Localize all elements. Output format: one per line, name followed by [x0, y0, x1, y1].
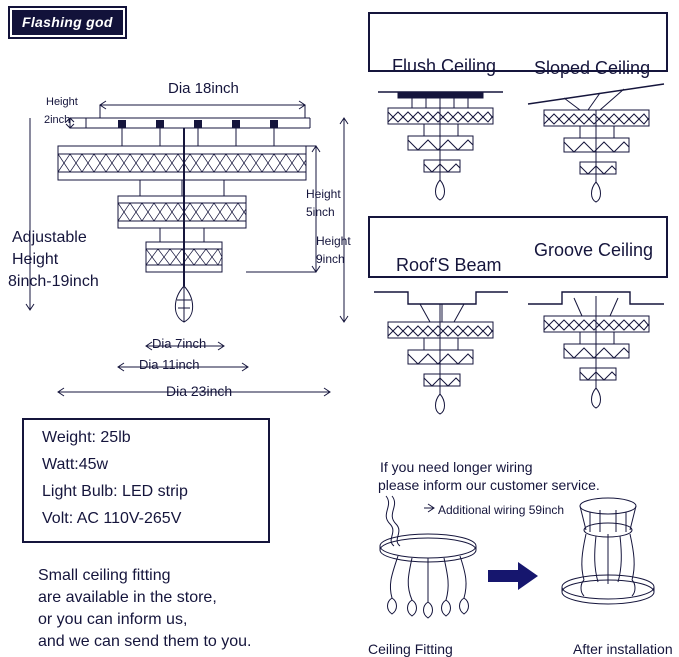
- note-line-2: are available in the store,: [38, 589, 217, 606]
- note-line-3: or you can inform us,: [38, 611, 188, 628]
- label-height-9-title: Height: [316, 234, 351, 248]
- caption-ceiling-fitting: Ceiling Fitting: [368, 641, 453, 657]
- label-height-5-value: 5inch: [306, 205, 335, 219]
- store-note: [38, 565, 251, 653]
- wiring-diagram: [368, 488, 668, 638]
- label-flush-ceiling: Flush Ceiling: [392, 56, 497, 76]
- label-dia-11: Dia 11inch: [139, 357, 200, 372]
- label-sloped-ceiling: Sloped Ceiling: [534, 58, 651, 78]
- brand-badge: Flashing god: [10, 8, 125, 37]
- label-groove-ceiling: Groove Ceiling: [534, 240, 654, 260]
- caption-after-installation: After installation: [573, 641, 673, 657]
- label-height-2-value: 2inch: [44, 114, 71, 126]
- label-height-5-title: Height: [306, 187, 341, 201]
- label-adjustable-height: Height: [12, 251, 59, 268]
- wiring-note-line-1: If you need longer wiring: [380, 459, 533, 475]
- label-dia-23: Dia 23inch: [166, 383, 233, 399]
- label-dia-18: Dia 18inch: [168, 80, 239, 97]
- label-height-9-value: 9inch: [316, 252, 345, 266]
- label-adjustable-title: Adjustable: [12, 229, 87, 246]
- note-line-1: Small ceiling fitting: [38, 567, 171, 584]
- spec-weight: Weight: 25lb: [42, 429, 131, 446]
- spec-box: [22, 418, 270, 543]
- label-height-2-title: Height: [46, 96, 78, 108]
- spec-volt: Volt: AC 110V-265V: [42, 510, 182, 527]
- note-line-4: and we can send them to you.: [38, 633, 252, 650]
- label-adjustable-range: 8inch-19inch: [8, 273, 99, 290]
- mount-diagram-middle-svg: [368, 290, 668, 430]
- wiring-additional-label: Additional wiring 59inch: [438, 503, 565, 517]
- mount-diagram-top-svg: [368, 80, 668, 220]
- label-dia-7: Dia 7inch: [152, 336, 207, 351]
- wiring-note-line-2: please inform our customer service.: [378, 477, 600, 493]
- spec-watt: Watt:45w: [42, 456, 109, 473]
- mount-diagram-middle: [368, 290, 668, 430]
- wiring-diagram-svg: [368, 488, 668, 638]
- label-roofs-beam: Roof'S Beam: [396, 255, 502, 275]
- spec-bulb: Light Bulb: LED strip: [42, 483, 188, 500]
- mount-diagram-top: [368, 80, 668, 220]
